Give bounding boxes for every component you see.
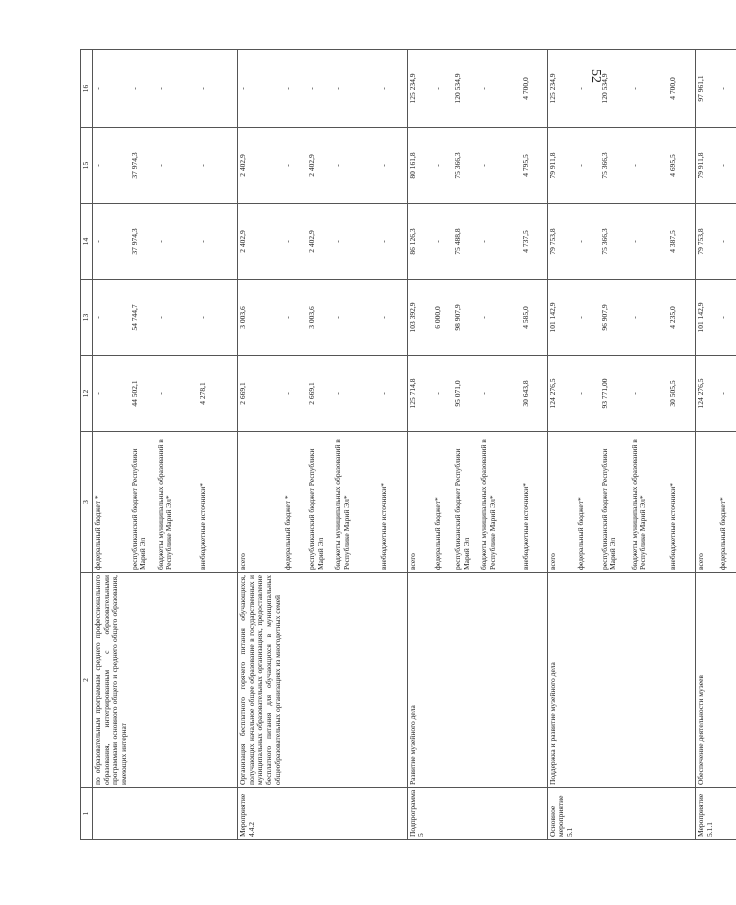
- table-cell-code: [130, 788, 156, 840]
- table-row: [307, 50, 333, 840]
- table-cell-source: республиканский бюджет Республики Марий Эл: [130, 432, 156, 573]
- table-row: [198, 50, 238, 840]
- table-cell-year-12: 4 278,1: [198, 356, 238, 432]
- table-cell-year-12: 93 771,00: [600, 356, 630, 432]
- table-cell-code: [600, 788, 630, 840]
- table-cell-year-12: 124 276,5: [547, 356, 575, 432]
- table-cell-year-14: -: [333, 204, 379, 280]
- table-cell-year-15: -: [198, 128, 238, 204]
- table-cell-name: [433, 573, 453, 788]
- table-cell-year-14: -: [93, 204, 130, 280]
- table-cell-year-13: -: [479, 280, 521, 356]
- table-cell-year-14: 86 126,3: [407, 204, 433, 280]
- table-row: [283, 50, 307, 840]
- table-cell-year-12: 44 502,1: [130, 356, 156, 432]
- table-cell-year-14: 79 753,8: [696, 204, 718, 280]
- table-cell-code: [521, 788, 547, 840]
- table-cell-year-15: -: [479, 128, 521, 204]
- header-cell-15: 15: [81, 128, 93, 204]
- table-cell-code: [156, 788, 198, 840]
- table-cell-year-13: 96 907,9: [600, 280, 630, 356]
- table-cell-code: [668, 788, 696, 840]
- table-cell-year-16: 97 961,1: [696, 50, 718, 128]
- table-cell-source: бюджеты муниципальных образований в Республике Марий Эл*: [156, 432, 198, 573]
- table-cell-year-16: 120 534,9: [600, 50, 630, 128]
- table-cell-year-15: -: [156, 128, 198, 204]
- table-cell-source: федеральный бюджет*: [433, 432, 453, 573]
- table-cell-year-14: -: [283, 204, 307, 280]
- table-row: [718, 50, 736, 840]
- table-row: [600, 50, 630, 840]
- table-cell-year-13: 6 000,0: [433, 280, 453, 356]
- table-cell-year-13: -: [333, 280, 379, 356]
- table-cell-year-15: 80 161,8: [407, 128, 433, 204]
- table-cell-year-15: 37 974,3: [130, 128, 156, 204]
- table-cell-name: [283, 573, 307, 788]
- table-cell-year-12: -: [630, 356, 668, 432]
- table-cell-year-16: -: [630, 50, 668, 128]
- table-cell-year-15: 79 911,8: [696, 128, 718, 204]
- table-cell-year-12: 124 276,5: [696, 356, 718, 432]
- table-cell-source: внебюджетные источники*: [521, 432, 547, 573]
- table-row: [521, 50, 547, 840]
- table-cell-year-16: -: [379, 50, 407, 128]
- table-cell-year-14: -: [433, 204, 453, 280]
- table-cell-source: бюджеты муниципальных образований в Республике Марий Эл*: [333, 432, 379, 573]
- table-cell-code: [93, 788, 130, 840]
- table-cell-source: республиканский бюджет Республики Марий Эл: [600, 432, 630, 573]
- table-cell-code: [576, 788, 600, 840]
- table-cell-year-13: -: [630, 280, 668, 356]
- table-row: [93, 50, 130, 840]
- table-cell-year-15: -: [93, 128, 130, 204]
- table-cell-source: федеральный бюджет *: [93, 432, 130, 573]
- table-cell-name: Развитие музейного дела: [407, 573, 433, 788]
- table-cell-name: [630, 573, 668, 788]
- table-cell-name: [156, 573, 198, 788]
- table-cell-year-15: -: [283, 128, 307, 204]
- table-cell-code: Подпрограмма 5: [407, 788, 433, 840]
- table-row: [238, 50, 284, 840]
- table-cell-year-14: -: [630, 204, 668, 280]
- table-row: [696, 50, 718, 840]
- table-cell-year-14: -: [718, 204, 736, 280]
- budget-table: [80, 49, 736, 840]
- table-cell-year-14: 4 387,5: [668, 204, 696, 280]
- table-cell-source: бюджеты муниципальных образований в Республике Марий Эл*: [479, 432, 521, 573]
- table-cell-code: [433, 788, 453, 840]
- table-cell-source: всего: [696, 432, 718, 573]
- table-cell-year-14: -: [379, 204, 407, 280]
- table-cell-year-13: -: [576, 280, 600, 356]
- table-row: [407, 50, 433, 840]
- table-cell-year-13: 101 142,9: [547, 280, 575, 356]
- table-row: [333, 50, 379, 840]
- table-row: [668, 50, 696, 840]
- table-cell-year-13: -: [283, 280, 307, 356]
- table-cell-year-14: 4 737,5: [521, 204, 547, 280]
- table-cell-code: [283, 788, 307, 840]
- table-cell-year-16: -: [479, 50, 521, 128]
- table-cell-year-15: 4 795,5: [521, 128, 547, 204]
- table-cell-code: [198, 788, 238, 840]
- table-cell-code: [479, 788, 521, 840]
- table-cell-year-13: -: [198, 280, 238, 356]
- table-cell-name: [379, 573, 407, 788]
- table-cell-year-15: 2 402,9: [238, 128, 284, 204]
- table-cell-year-16: -: [93, 50, 130, 128]
- table-cell-name: [576, 573, 600, 788]
- header-cell-12: 12: [81, 356, 93, 432]
- table-cell-name: [718, 573, 736, 788]
- table-cell-year-12: -: [576, 356, 600, 432]
- table-cell-name: [668, 573, 696, 788]
- header-cell-2: 2: [81, 573, 93, 788]
- table-cell-year-16: -: [576, 50, 600, 128]
- table-cell-year-13: 3 003,6: [307, 280, 333, 356]
- table-cell-code: [307, 788, 333, 840]
- page-number: 52: [588, 69, 603, 83]
- table-cell-name: [198, 573, 238, 788]
- table-cell-year-15: 4 695,5: [668, 128, 696, 204]
- table-cell-name: Обеспечение деятельности музеев: [696, 573, 718, 788]
- table-cell-year-14: 75 366,3: [600, 204, 630, 280]
- table-cell-code: Основное мероприятие 5.1: [547, 788, 575, 840]
- table-cell-code: [333, 788, 379, 840]
- table-row: [379, 50, 407, 840]
- table-cell-source: внебюджетные источники*: [379, 432, 407, 573]
- table-row: [630, 50, 668, 840]
- table-cell-year-15: 2 402,9: [307, 128, 333, 204]
- table-cell-year-16: 125 234,9: [547, 50, 575, 128]
- table-cell-year-15: -: [630, 128, 668, 204]
- table-cell-name: [521, 573, 547, 788]
- table-cell-year-13: -: [379, 280, 407, 356]
- table-cell-name: [307, 573, 333, 788]
- table-cell-year-12: -: [479, 356, 521, 432]
- table-cell-year-13: -: [718, 280, 736, 356]
- table-cell-source: федеральный бюджет*: [576, 432, 600, 573]
- table-cell-year-12: -: [433, 356, 453, 432]
- table-row: [130, 50, 156, 840]
- table-cell-year-13: 3 003,6: [238, 280, 284, 356]
- table-cell-name: по образовательным программам среднего профессионального образования, интегрированным с образовательными программами основного общего и среднего общего образования, имеющих интернат: [93, 573, 130, 788]
- table-cell-year-12: -: [718, 356, 736, 432]
- table-cell-year-12: 95 071,0: [453, 356, 479, 432]
- table-cell-source: всего: [407, 432, 433, 573]
- table-cell-name: Организация бесплатного горячего питания обучающихся, получающих начальное общее образование в государственных и муниципальных образовательных организациях, предоставление бесплатного питания для обучающихся в муниципальных общеобразовательных организациях из многодетных семей: [238, 573, 284, 788]
- table-row: [156, 50, 198, 840]
- table-cell-code: [379, 788, 407, 840]
- table-cell-year-14: -: [479, 204, 521, 280]
- table-cell-source: федеральный бюджет *: [283, 432, 307, 573]
- table-cell-year-14: 37 974,3: [130, 204, 156, 280]
- table-row: [433, 50, 453, 840]
- table-cell-year-14: 2 402,9: [307, 204, 333, 280]
- table-cell-year-13: 4 585,0: [521, 280, 547, 356]
- table-cell-year-13: -: [156, 280, 198, 356]
- table-cell-name: Поддержка и развитие музейного дела: [547, 573, 575, 788]
- table-cell-year-12: -: [156, 356, 198, 432]
- table-cell-year-12: 30 643,8: [521, 356, 547, 432]
- table-cell-year-16: -: [307, 50, 333, 128]
- table-cell-year-15: 79 911,8: [547, 128, 575, 204]
- table-cell-name: [453, 573, 479, 788]
- table-cell-year-13: 54 744,7: [130, 280, 156, 356]
- table-cell-year-15: -: [718, 128, 736, 204]
- header-cell-16: 16: [81, 50, 93, 128]
- table-cell-year-12: -: [379, 356, 407, 432]
- table-cell-year-15: -: [333, 128, 379, 204]
- table-cell-year-12: 125 714,8: [407, 356, 433, 432]
- table-cell-year-16: -: [130, 50, 156, 128]
- header-row: [81, 50, 93, 840]
- table-cell-year-16: 4 700,0: [668, 50, 696, 128]
- rotated-table-area: [80, 50, 727, 840]
- table-cell-year-16: 4 700,0: [521, 50, 547, 128]
- header-cell-3: 3: [81, 432, 93, 573]
- table-cell-year-15: -: [576, 128, 600, 204]
- table-cell-year-16: 125 234,9: [407, 50, 433, 128]
- table-cell-year-12: 30 505,5: [668, 356, 696, 432]
- table-cell-source: всего: [547, 432, 575, 573]
- table-cell-year-12: 2 669,1: [238, 356, 284, 432]
- table-cell-year-12: -: [93, 356, 130, 432]
- header-cell-14: 14: [81, 204, 93, 280]
- table-cell-name: [479, 573, 521, 788]
- table-row: [479, 50, 521, 840]
- table-cell-year-16: -: [238, 50, 284, 128]
- table-cell-source: федеральный бюджет*: [718, 432, 736, 573]
- table-cell-source: внебюджетные источники*: [668, 432, 696, 573]
- table-row: [453, 50, 479, 840]
- table-cell-year-14: 75 488,8: [453, 204, 479, 280]
- table-cell-year-14: 79 753,8: [547, 204, 575, 280]
- table-cell-year-15: 75 366,3: [600, 128, 630, 204]
- table-cell-year-16: -: [433, 50, 453, 128]
- table-cell-code: Мероприятие 4.4.2: [238, 788, 284, 840]
- table-cell-code: [453, 788, 479, 840]
- table-cell-year-14: -: [576, 204, 600, 280]
- table-cell-year-15: 75 366,3: [453, 128, 479, 204]
- table-cell-year-16: 120 534,9: [453, 50, 479, 128]
- header-cell-13: 13: [81, 280, 93, 356]
- table-cell-source: республиканский бюджет Республики Марий Эл: [307, 432, 333, 573]
- table-cell-year-13: -: [93, 280, 130, 356]
- table-cell-name: [600, 573, 630, 788]
- table-cell-year-14: -: [156, 204, 198, 280]
- table-cell-year-13: 4 235,0: [668, 280, 696, 356]
- table-cell-code: Мероприятие 5.1.1: [696, 788, 718, 840]
- table-cell-year-16: -: [333, 50, 379, 128]
- table-cell-year-13: 98 907,9: [453, 280, 479, 356]
- table-cell-year-16: -: [283, 50, 307, 128]
- table-cell-source: республиканский бюджет Республики Марий Эл: [453, 432, 479, 573]
- table-cell-year-12: -: [333, 356, 379, 432]
- table-cell-year-12: -: [283, 356, 307, 432]
- table-cell-year-16: -: [156, 50, 198, 128]
- header-cell-1: 1: [81, 788, 93, 840]
- table-cell-year-16: -: [198, 50, 238, 128]
- table-cell-code: [630, 788, 668, 840]
- table-cell-year-14: 2 402,9: [238, 204, 284, 280]
- table-cell-code: [718, 788, 736, 840]
- table-cell-year-13: 101 142,9: [696, 280, 718, 356]
- table-row: [547, 50, 575, 840]
- table-cell-year-16: -: [718, 50, 736, 128]
- table-row: [576, 50, 600, 840]
- table-cell-year-15: -: [379, 128, 407, 204]
- table-cell-year-12: 2 669,1: [307, 356, 333, 432]
- table-cell-source: всего: [238, 432, 284, 573]
- table-cell-name: [333, 573, 379, 788]
- table-cell-year-13: 103 392,9: [407, 280, 433, 356]
- table-cell-source: бюджеты муниципальных образований в Республике Марий Эл*: [630, 432, 668, 573]
- table-cell-name: [130, 573, 156, 788]
- table-cell-year-14: -: [198, 204, 238, 280]
- table-cell-year-15: -: [433, 128, 453, 204]
- table-body: [93, 50, 736, 840]
- table-cell-source: внебюджетные источники*: [198, 432, 238, 573]
